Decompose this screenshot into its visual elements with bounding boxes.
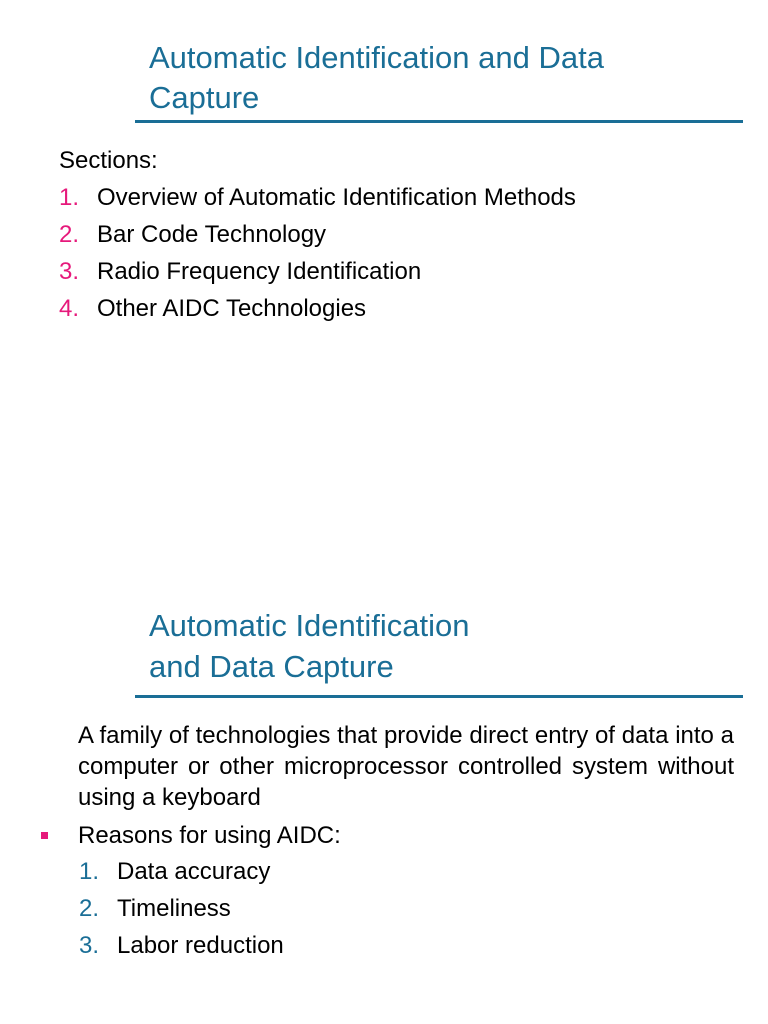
aidc-definition: A family of technologies that provide direct entry of data into a computer or other microprocessor controlled system without using a keyboard bbox=[78, 722, 734, 811]
reason-number: 1. bbox=[79, 858, 100, 885]
reason-text: Data accuracy bbox=[117, 858, 271, 885]
reasons-heading: Reasons for using AIDC: bbox=[78, 822, 341, 849]
section-number: 4. bbox=[59, 295, 80, 322]
square-bullet-icon bbox=[41, 832, 48, 839]
section-number: 2. bbox=[59, 221, 80, 248]
slide-1-title-divider bbox=[135, 120, 743, 123]
section-text: Bar Code Technology bbox=[97, 221, 327, 248]
reason-number: 3. bbox=[79, 932, 100, 959]
slide-1-title-line-1: Automatic Identification and Data bbox=[149, 40, 604, 75]
sections-label: Sections: bbox=[59, 147, 158, 174]
slide-2-title-divider bbox=[135, 695, 743, 698]
section-text: Radio Frequency Identification bbox=[97, 258, 422, 285]
reason-text: Labor reduction bbox=[117, 932, 284, 959]
slide-2-title-line-1: Automatic Identification bbox=[149, 608, 470, 643]
section-text: Other AIDC Technologies bbox=[97, 295, 367, 322]
reason-number: 2. bbox=[79, 895, 100, 922]
section-number: 3. bbox=[59, 258, 80, 285]
slide-1-title-line-2: Capture bbox=[149, 80, 260, 115]
section-text: Overview of Automatic Identification Methods bbox=[97, 184, 576, 211]
section-number: 1. bbox=[59, 184, 80, 211]
reason-text: Timeliness bbox=[117, 895, 231, 922]
slide-2-title-line-2: and Data Capture bbox=[149, 649, 394, 684]
